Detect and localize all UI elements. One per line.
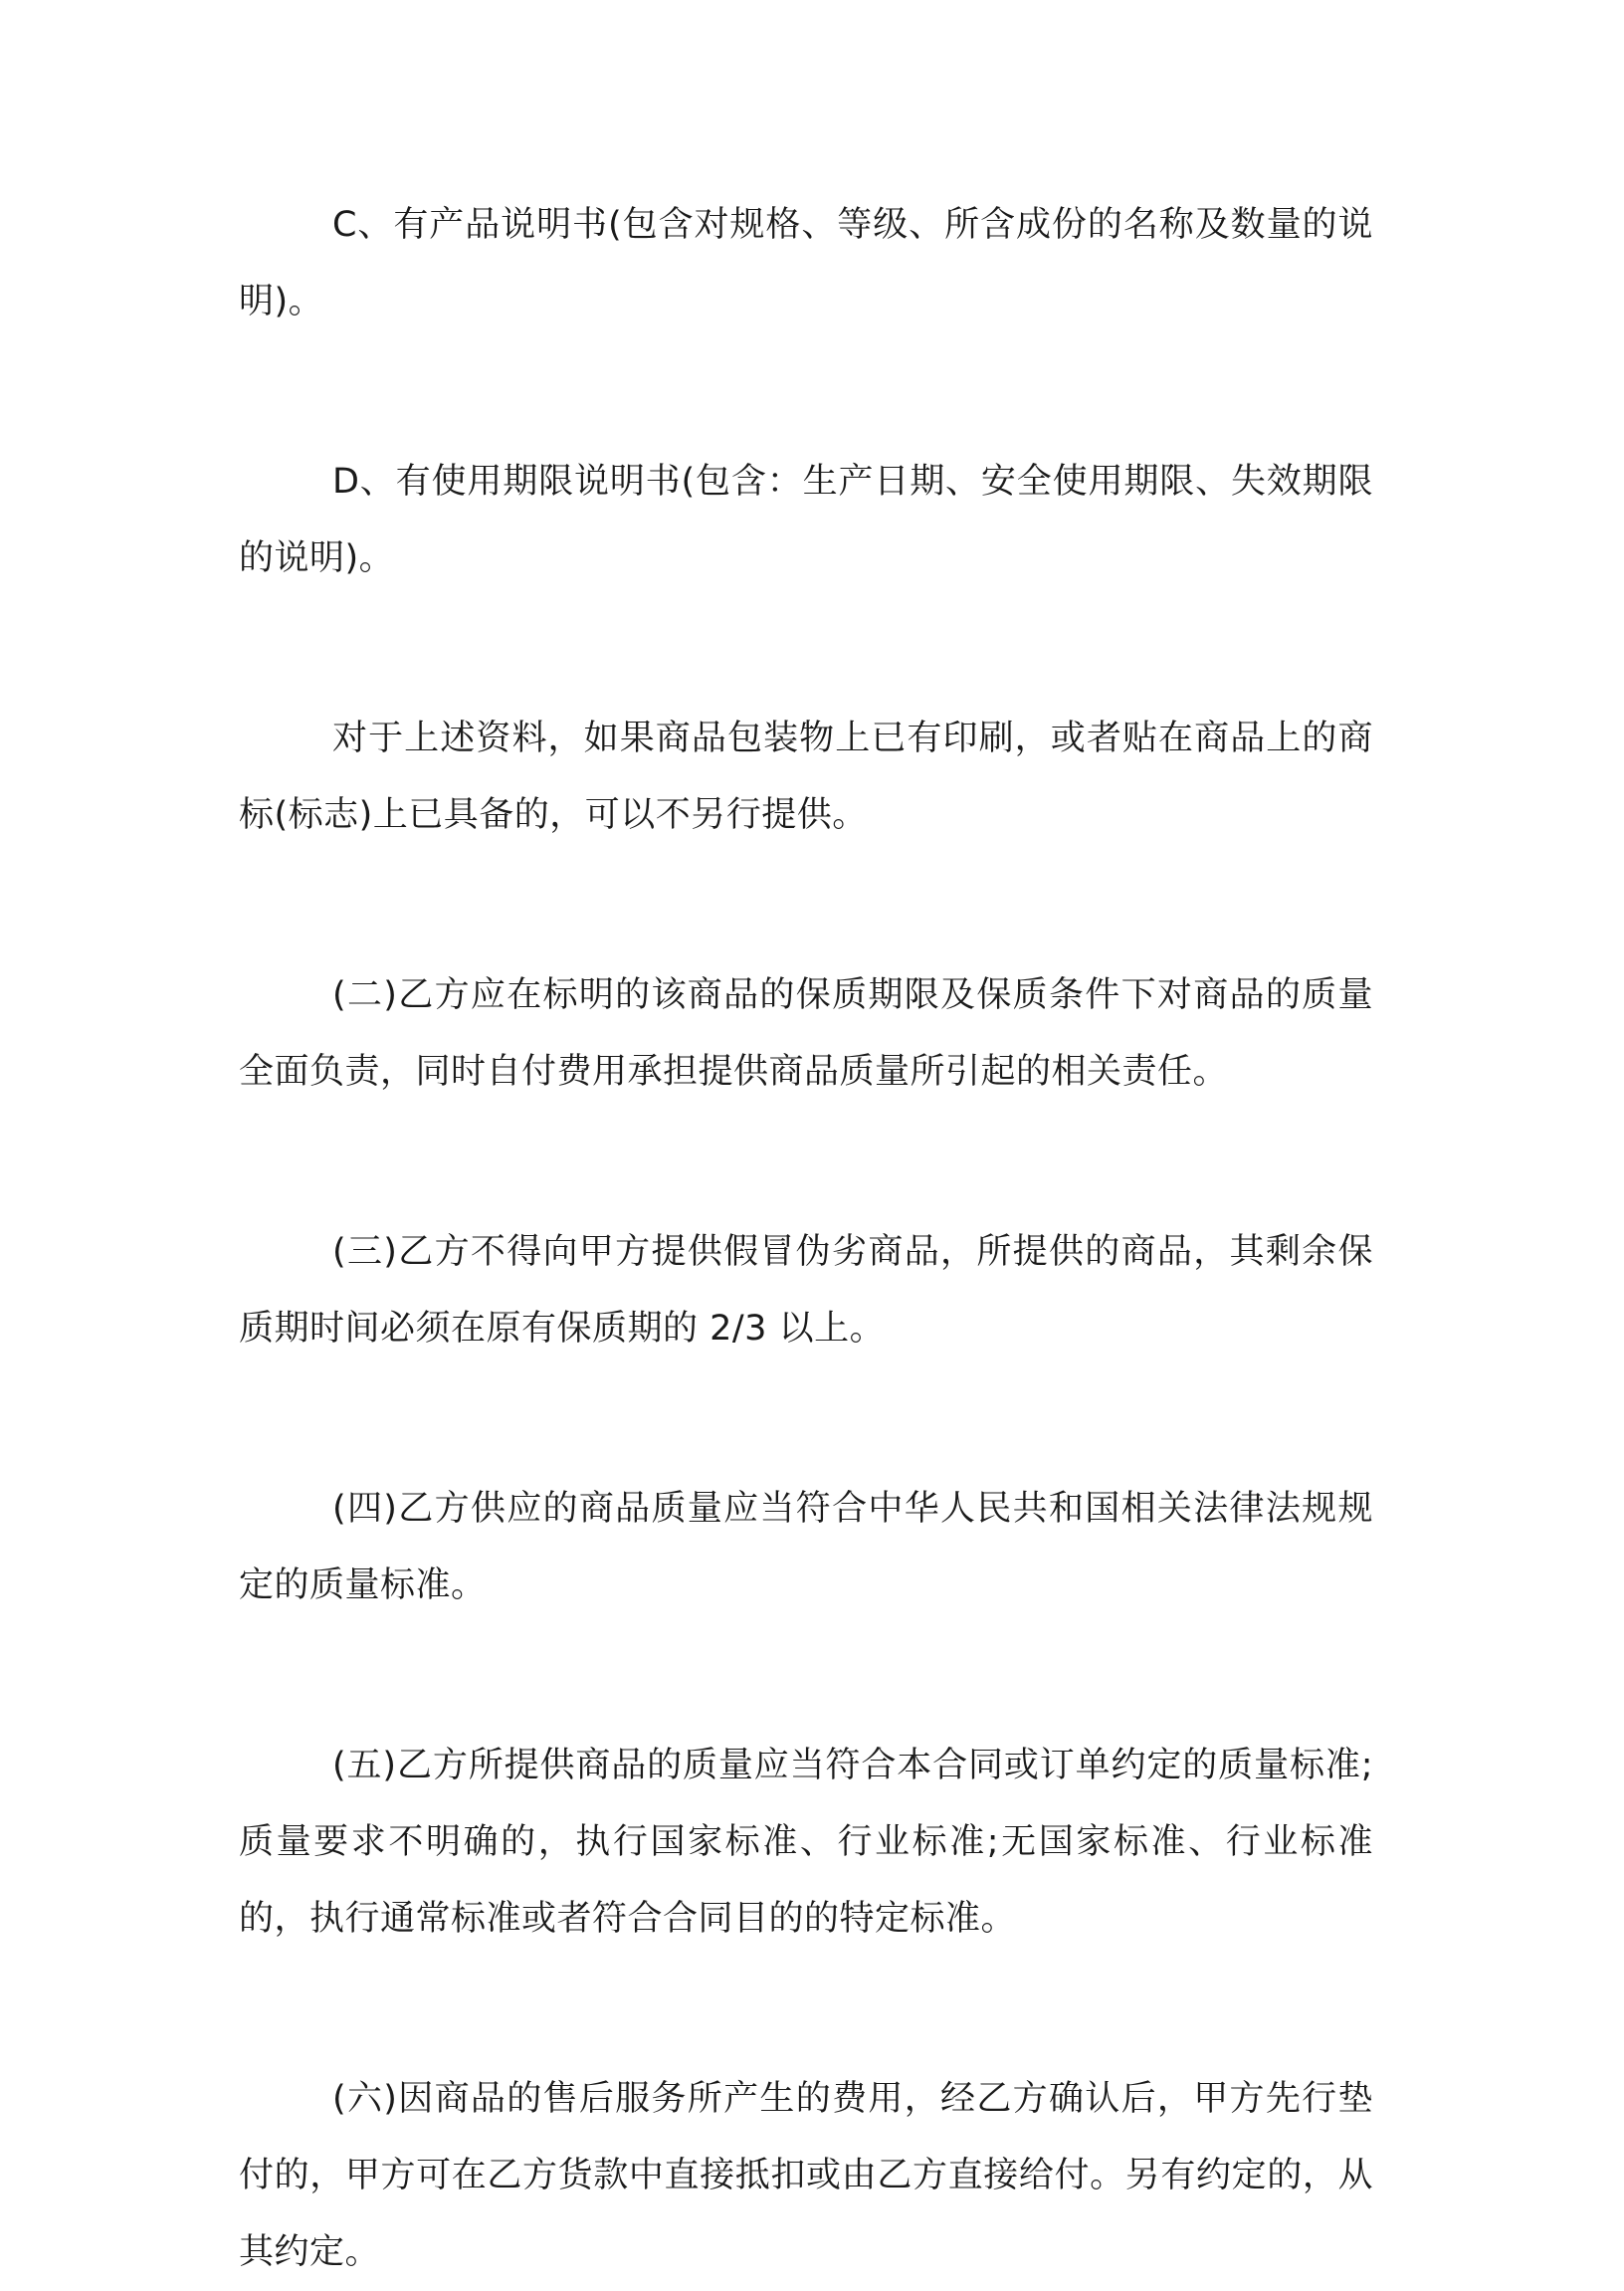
- paragraph-materials-note: 对于上述资料，如果商品包装物上已有印刷，或者贴在商品上的商标(标志)上已具备的，可以不另行提供。: [239, 719, 1373, 835]
- paragraph-clause-3: (三)乙方不得向甲方提供假冒伪劣商品，所提供的商品，其剩余保质期时间必须在原有保质期的 2/3 以上。: [239, 1232, 1373, 1349]
- paragraph-clause-2: (二)乙方应在标明的该商品的保质期限及保质条件下对商品的质量全面负责，同时自付费用承担提供商品质量所引起的相关责任。: [239, 975, 1373, 1092]
- paragraph-clause-4: (四)乙方供应的商品质量应当符合中华人民共和国相关法律法规规定的质量标准。: [239, 1489, 1373, 1605]
- paragraph-clause-6: (六)因商品的售后服务所产生的费用，经乙方确认后，甲方先行垫付的，甲方可在乙方货款中直接抵扣或由乙方直接给付。另有约定的，从其约定。: [239, 2079, 1373, 2272]
- paragraph-d-expiry-manual: D、有使用期限说明书(包含：生产日期、安全使用期限、失效期限的说明)。: [239, 462, 1373, 578]
- document-body: [239, 187, 1373, 2291]
- paragraph-c-product-manual: C、有产品说明书(包含对规格、等级、所含成份的名称及数量的说明)。: [239, 205, 1373, 321]
- paragraph-clause-5: (五)乙方所提供商品的质量应当符合本合同或订单约定的质量标准;质量要求不明确的，执行国家标准、行业标准;无国家标准、行业标准的，执行通常标准或者符合合同目的的特定标准。: [239, 1746, 1373, 1939]
